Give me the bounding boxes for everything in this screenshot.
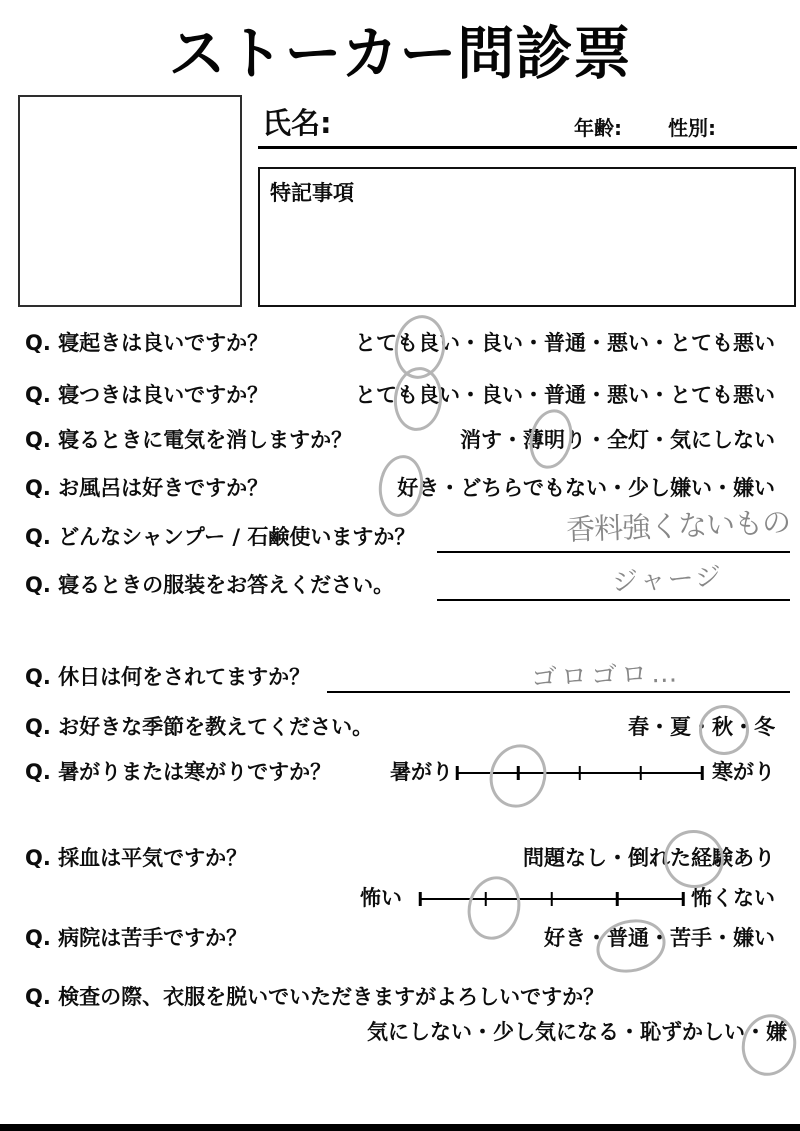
question-options: 好き・どちらでもない・少し嫌い・嫌い — [397, 476, 775, 500]
sleepwear-answer-line[interactable] — [437, 599, 790, 601]
question-row-blooddraw — [25, 845, 775, 871]
pencil-circle-hot-scale-tick — [481, 737, 554, 815]
undress-options: 気にしない・少し気になる・恥ずかしい・嫌 — [367, 1020, 787, 1044]
question-label: Q. お好きな季節を教えてください。 — [25, 715, 374, 739]
question-label: Q. 寝るときの服装をお答えください。 — [25, 573, 395, 597]
question-label: Q. 病院は苦手ですか？ — [25, 926, 248, 950]
question-label: Q. どんなシャンプー / 石鹸使いますか？ — [25, 525, 416, 549]
question-row-undress — [25, 984, 775, 1010]
pencil-circle-hospital-normal — [591, 912, 672, 979]
pencil-circle-fainted-experience — [659, 824, 730, 893]
pencil-circle-bath-like — [375, 452, 427, 520]
question-label: Q. お風呂は好きですか？ — [25, 476, 269, 500]
scale-tick — [419, 892, 422, 906]
gender-label: 性別: — [668, 116, 716, 140]
notes-label: 特記事項 — [270, 181, 354, 205]
handwritten-shampoo-answer: 香料強くないもの — [565, 505, 791, 547]
question-label: Q. 寝つきは良いですか？ — [25, 383, 269, 407]
question-row-season — [25, 714, 775, 740]
question-label: Q. 寝るときに電気を消しますか？ — [25, 428, 353, 452]
scale-tick — [701, 766, 704, 780]
question-label: Q. 寝起きは良いですか？ — [25, 331, 269, 355]
question-label: Q. 休日は何をされてますか？ — [25, 665, 311, 689]
scale-tick — [616, 892, 619, 906]
pencil-circle-autumn — [699, 705, 749, 755]
question-label: Q. 暑がりまたは寒がりですか？ — [25, 760, 332, 784]
question-options: 好き・普通・苦手・嫌い — [544, 926, 775, 950]
bottom-page-edge-bar — [0, 1124, 800, 1131]
scale-left-label-hot: 暑がり — [390, 760, 453, 784]
question-row-lights — [25, 427, 775, 453]
pencil-circle-fallasleep-verygood — [391, 365, 445, 434]
scale-tick — [640, 766, 643, 780]
handwritten-sleepwear-answer: ジャージ — [611, 562, 724, 598]
pencil-circle-dimlight — [524, 405, 578, 472]
fear-scale — [420, 891, 683, 907]
page-title: ストーカー問診票 — [168, 21, 632, 87]
notes-box[interactable] — [258, 167, 796, 307]
name-label: 氏名: — [262, 106, 332, 140]
question-options: 問題なし・倒れた経験あり — [523, 846, 775, 870]
name-input-line[interactable] — [258, 146, 797, 149]
age-label: 年齢: — [574, 116, 622, 140]
scale-tick — [456, 766, 459, 780]
scale-tick — [578, 766, 581, 780]
photo-box — [18, 95, 242, 307]
question-options: とても良い・良い・普通・悪い・とても悪い — [355, 331, 775, 355]
question-options: とても良い・良い・普通・悪い・とても悪い — [355, 383, 775, 407]
scale-right-label-cold: 寒がり — [712, 760, 775, 784]
question-label: Q. 採血は平気ですか？ — [25, 846, 248, 870]
scale-left-label-scared: 怖い — [360, 886, 402, 910]
shampoo-answer-line[interactable] — [437, 551, 790, 553]
scale-tick — [682, 892, 685, 906]
question-options: 春・夏・秋・冬 — [628, 715, 775, 739]
scale-right-label-notscared: 怖くない — [691, 886, 775, 910]
handwritten-holiday-answer: ゴロゴロ… — [530, 658, 682, 694]
question-options: 消す・薄明り・全灯・気にしない — [460, 428, 775, 452]
question-label: Q. 検査の際、衣服を脱いでいただきますがよろしいですか？ — [25, 985, 605, 1009]
scale-tick — [550, 892, 553, 906]
